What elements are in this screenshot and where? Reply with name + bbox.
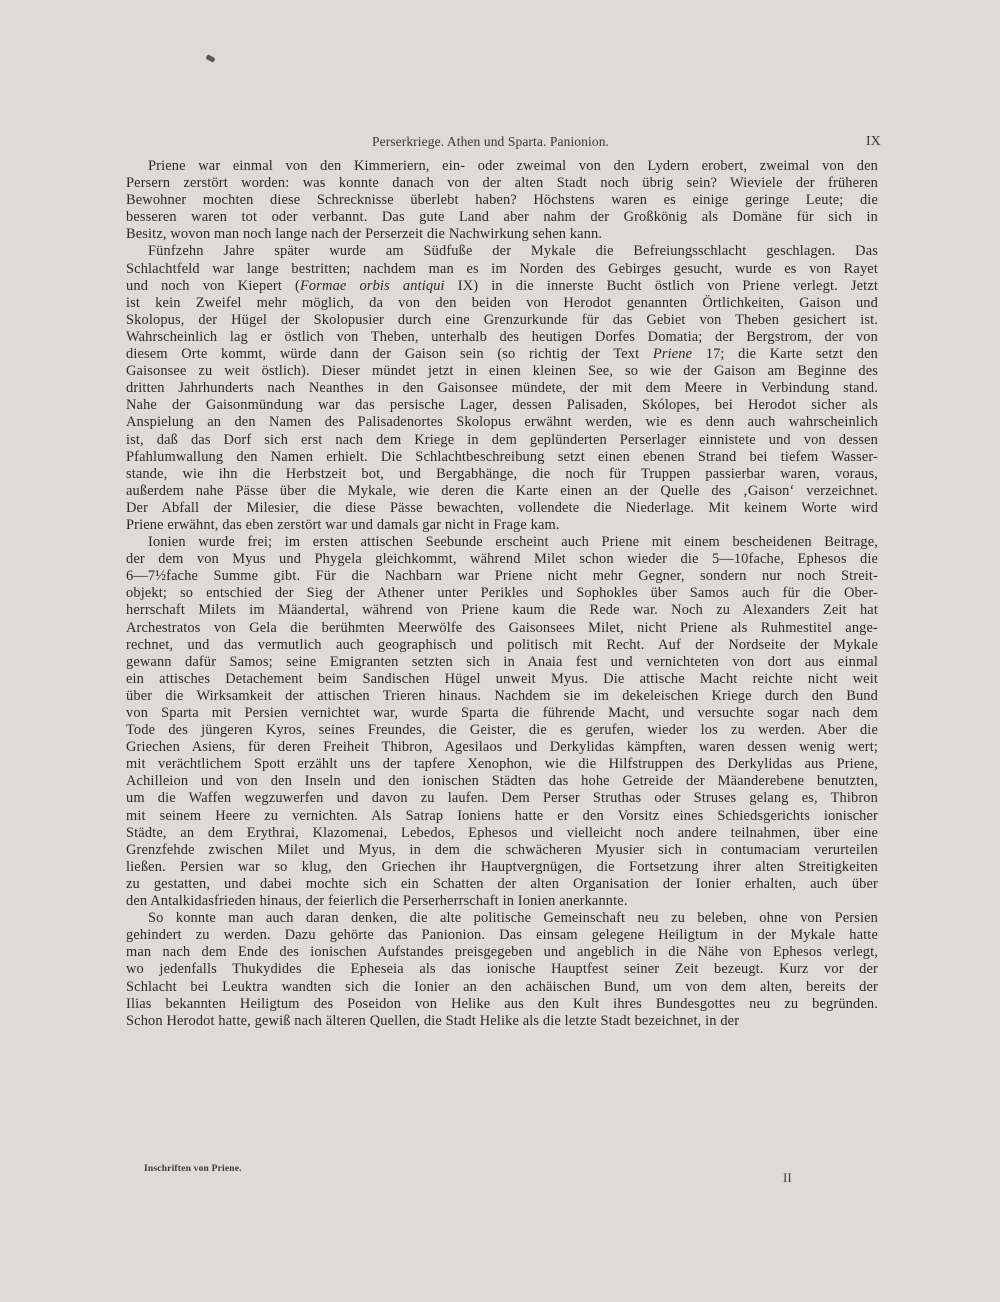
text-line: Der Abfall der Milesier, die diese Pässe bewachten, vollendete die Niederlage. Mit keinem Worte wird: [126, 499, 878, 516]
text-line: mit verächtlichem Spott erzählt uns der tapfere Xenophon, wie die Hilfstruppen des Derkylidas aus Priene,: [126, 756, 878, 773]
text-line: 6—7½fache Summe gibt. Für die Nachbarn war Priene nicht mehr Gegner, sondern nur noch Streit-: [126, 568, 878, 585]
text-line: Ionien wurde frei; im ersten attischen Seebunde erscheint auch Priene mit einem bescheidenen Beitrage,: [148, 534, 878, 551]
page-number: IX: [866, 134, 881, 149]
text-line: außerdem nahe Pässe über die Mykale, wie deren die Karte einen an der Quelle des ‚Gaison‘ verzeichnet.: [126, 482, 878, 499]
text-line: zu gestatten, und dabei mochte sich ein Schatten der alten Organisation der Ionier erhalten, auch über: [126, 875, 878, 892]
text-line: ist kein Zweifel mehr möglich, da von den beiden von Herodot genannten Örtlichkeiten, Gaison und: [126, 294, 878, 311]
text-line: ist, daß das Dorf sich erst nach dem Kriege in dem geplünderten Perserlager einnistete und von dessen: [126, 431, 878, 448]
text-line: Anspielung an den Namen des Palisadenortes Skolopus erwähnt werden, wie es denn auch wahrscheinlich: [126, 414, 878, 431]
text-line: Priene war einmal von den Kimmeriern, ein- oder zweimal von den Lydern erobert, zweimal von den: [148, 158, 878, 174]
text-line: um die Waffen wegzuwerfen und davon zu laufen. Dem Perser Struthas oder Struses gelang es, Thibron: [126, 790, 878, 807]
text-line: Ilias bekannten Heiligtum des Poseidon von Helike aus den Kult ihres Bundesgottes neu zu begründen.: [126, 995, 878, 1012]
text-line: Archestratos von Gela die berühmten Meerwölfe des Gaisonsees Milet, nicht Priene als Ruhmestitel ange-: [126, 619, 878, 636]
text-line: Fünfzehn Jahre später wurde am Südfuße der Mykale die Befreiungsschlacht geschlagen. Das: [148, 243, 878, 260]
text-line: Skolopus, der Hügel der Skolopusier durch eine Grenzurkunde für das Gebiet von Theben gesichert ist.: [126, 311, 878, 328]
text-line: Wahrscheinlich lag er östlich von Theben, unterhalb des heutigen Dorfes Domatia; der Bergstrom, der von: [126, 328, 878, 345]
text-line: und noch von Kiepert (Formae orbis antiqui IX) in die innerste Bucht östlich von Priene verlegt. Jetzt: [126, 277, 878, 294]
text-line: Griechen Asiens, für deren Freiheit Thibron, Agesilaos und Derkylidas kämpften, waren dessen wenig wert;: [126, 739, 878, 756]
paragraph: [126, 910, 878, 1030]
text-line: ließen. Persien war so klug, den Griechen ihr Hauptvergnügen, die Fortsetzung ihrer alten Streitigkeiten: [126, 858, 878, 875]
text-line: Priene erwähnt, das eben zerstört war und damals gar nicht in Frage kam.: [126, 516, 560, 533]
text-line: ein attisches Detachement beim Sandischen Hügel unweit Myus. Die attische Macht reichte nicht weit: [126, 670, 878, 687]
text-line: So konnte man auch daran denken, die alte politische Gemeinschaft neu zu beleben, ohne von Persien: [148, 910, 878, 927]
footer-source: Inschriften von Priene.: [144, 1164, 242, 1174]
text-line: Grenzfehde zwischen Milet und Myus, in dem die schwächeren Myusier sich in contumaciam verurteilen: [126, 841, 878, 858]
text-line: Städte, an dem Erythrai, Klazomenai, Lebedos, Ephesos und vielleicht noch andere teilnahmen, über eine: [126, 824, 878, 841]
text-line: besseren waren tot oder verbannt. Das gute Land aber nahm der Großkönig als Domäne für sich in: [126, 209, 878, 226]
text-line: Schlachtfeld war lange bestritten; nachdem man es im Norden des Gebirges gesucht, wurde es von Rayet: [126, 260, 878, 277]
text-line: diesem Orte kommt, würde dann der Gaison sein (so richtig der Text Priene 17; die Karte setzt den: [126, 346, 878, 363]
text-line: Nahe der Gaisonmündung war das persische Lager, dessen Palisaden, Skólopes, bei Herodot sicher als: [126, 397, 878, 414]
text-line: über die Wirksamkeit der attischen Trieren hinaus. Nachdem sie im dekeleischen Kriege durch den Bund: [126, 687, 878, 704]
text-line: wo jedenfalls Thukydides die Epheseia als das ionische Hauptfest seiner Zeit bezeugt. Kurz vor der: [126, 961, 878, 978]
text-line: mit seinem Heere zu vernichten. Als Satrap Ioniens hatte er den Vorsitz eines Schiedsgerichts ionischer: [126, 807, 878, 824]
text-line: Persern zerstört worden: was konnte danach von der alten Stadt noch übrig sein? Wieviele der früheren: [126, 175, 878, 192]
text-line: gewann dafür Samos; seine Emigranten setzten sich in Anaia fest und vernichteten von dort aus einmal: [126, 653, 878, 670]
text-line: Achilleion und von den Inseln und den ionischen Städten das hohe Getreide der Mäanderebene benutzten,: [126, 773, 878, 790]
body-text: [126, 158, 878, 1030]
paragraph: [126, 158, 878, 243]
text-line: herrschaft Milets im Mäandertal, während von Priene kaum die Rede war. Noch zu Alexanders Zeit hat: [126, 602, 878, 619]
text-line: der dem von Myus und Phygela gleichkommt, während Milet schon wieder die 5—10fache, Ephesos die: [126, 551, 878, 568]
text-line: Schlacht bei Leuktra wandten sich die Ionier an den achäischen Bund, um von dem alten, bereits der: [126, 978, 878, 995]
text-line: Besitz, wovon man noch lange nach der Perserzeit die Nachwirkung sehen kann.: [126, 226, 603, 243]
paragraph: [126, 243, 878, 534]
text-line: Bewohner mochten diese Schrecknisse überlebt haben? Höchstens waren es einige geringe Leute; die: [126, 192, 878, 209]
text-line: Schon Herodot hatte, gewiß nach älteren Quellen, die Stadt Helike als die letzte Stadt bezeichnet, in der: [126, 1012, 740, 1029]
text-line: Tode des jüngeren Kyros, seines Freundes, die Geister, die es gerufen, wieder los zu werden. Aber die: [126, 722, 878, 739]
text-line: gehindert zu werden. Dazu gehörte das Panionion. Das einsam gelegene Heiligtum in der Mykale hatte: [126, 927, 878, 944]
text-line: dritten Jahrhunderts nach Neanthes in den Gaisonsee mündete, der mit dem Meere in Verbindung stand.: [126, 380, 878, 397]
sheet-signature: II: [783, 1170, 792, 1185]
text-line: von Sparta mit Persien vernichtet war, wurde Sparta die führende Macht, und versuchte sogar nach dem: [126, 705, 878, 721]
text-line: Pfahlumwallung den Namen erhielt. Die Schlachtbeschreibung setzt einen ebenen Strand bei tiefem Wasser-: [126, 448, 878, 465]
paragraph: [126, 534, 878, 910]
ink-speck: [205, 54, 215, 63]
text-line: man nach dem Ende des ionischen Aufstandes preisgegeben und angeblich in die Nähe von Ephesos verlegt,: [126, 944, 878, 961]
text-line: den Antalkidasfrieden hinaus, der feierlich die Perserherrschaft in Ionien anerkannte.: [126, 893, 628, 910]
text-line: stande, wie ihn die Herbstzeit bot, und Bergabhänge, die noch für Truppen passierbar waren, voraus,: [126, 465, 878, 482]
text-line: rechnet, und das vermutlich auch geographisch und politisch mit Recht. Auf der Nordseite der Mykale: [126, 636, 878, 653]
text-line: Gaisonsee zu weit östlich). Dieser mündet jetzt in einen kleinen See, so wie der Gaison am Beginne des: [126, 363, 878, 380]
text-line: objekt; so entschied der Sieg der Athener unter Perikles und Sophokles über Samos auch für die Ober-: [126, 585, 878, 602]
running-header: Perserkriege. Athen und Sparta. Panionion.: [372, 134, 610, 149]
